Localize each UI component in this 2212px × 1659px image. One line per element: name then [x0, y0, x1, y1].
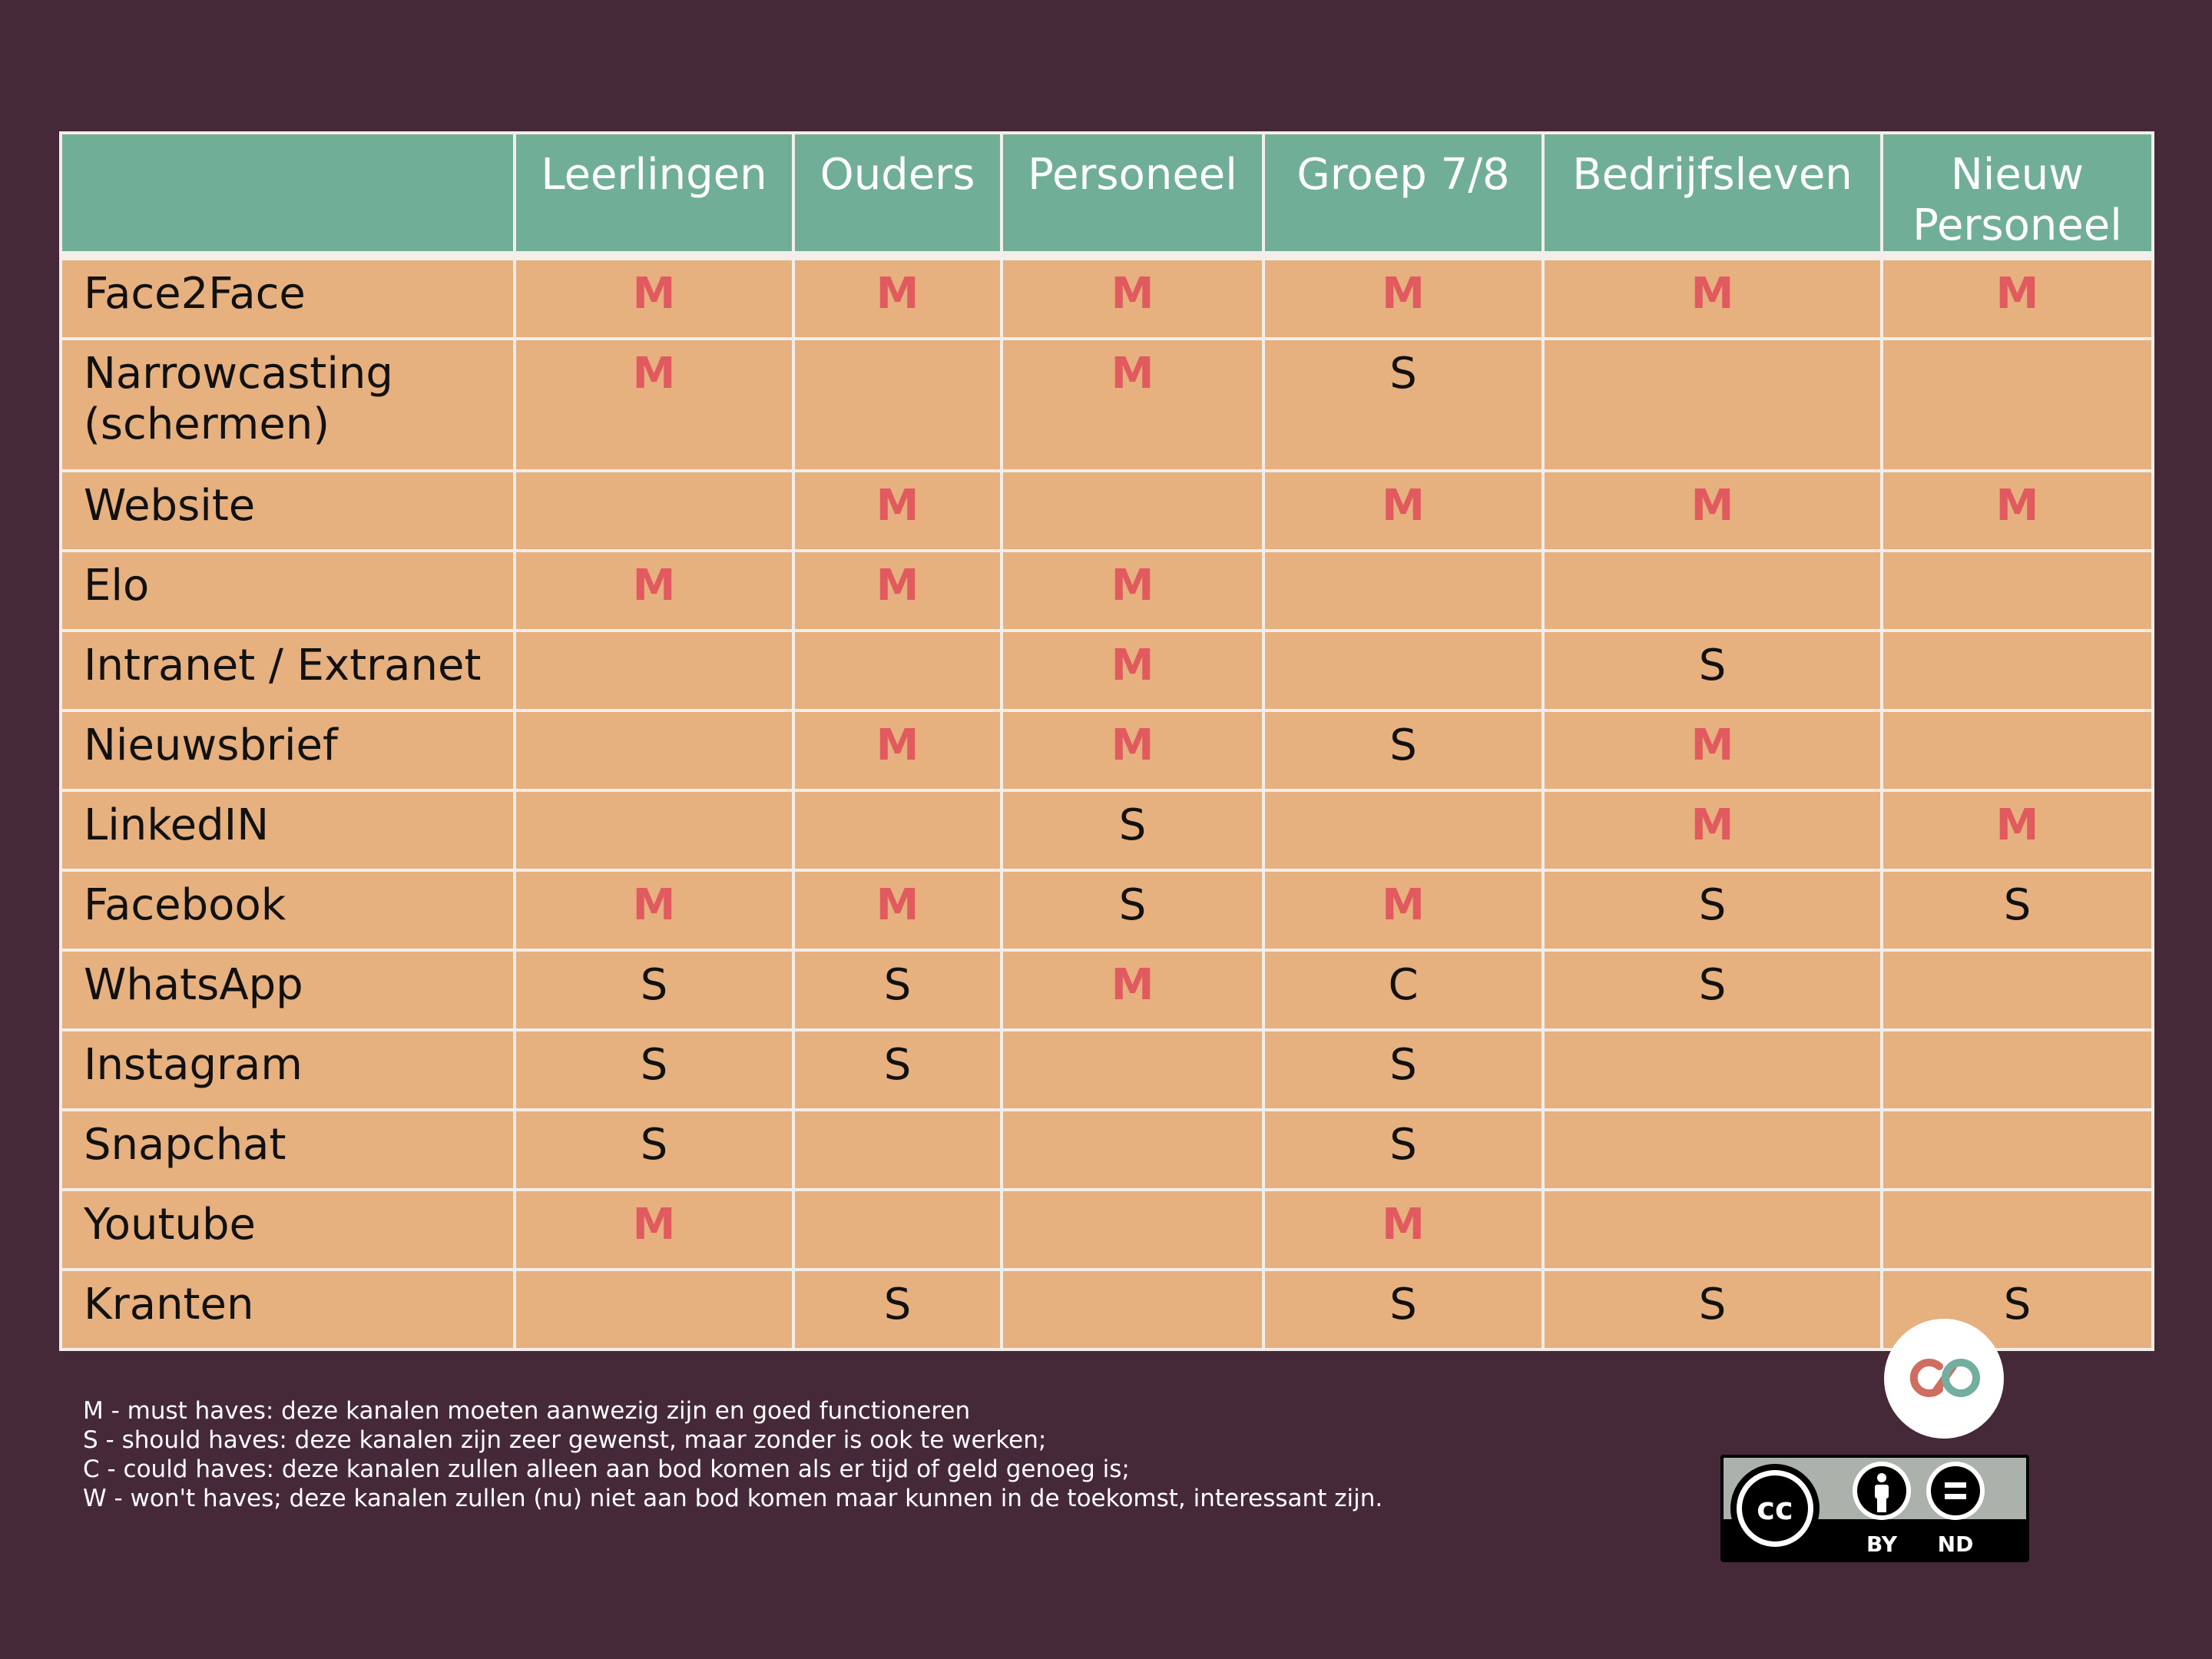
priority-cell — [1882, 339, 2153, 471]
priority-cell — [1882, 551, 2153, 631]
priority-cell: M — [1263, 256, 1543, 339]
legend — [83, 1396, 1382, 1513]
channel-label: Kranten — [61, 1270, 515, 1349]
priority-cell: M — [1543, 710, 1882, 790]
column-header: Ouders — [793, 133, 1002, 256]
priority-cell: S — [793, 1270, 1002, 1349]
moscow-channel-table — [59, 131, 2154, 1351]
priority-cell: M — [1002, 950, 1263, 1030]
legend-line-should: S - should haves: deze kanalen zijn zeer gewenst, maar zonder is ook te werken; — [83, 1426, 1047, 1454]
legend-line-must: M - must haves: deze kanalen moeten aanwezig zijn en goed functioneren — [83, 1397, 971, 1425]
priority-cell — [515, 471, 793, 551]
priority-cell: M — [1002, 339, 1263, 471]
priority-cell: S — [515, 1110, 793, 1190]
priority-cell — [1002, 1110, 1263, 1190]
nd-label: ND — [1937, 1532, 1974, 1557]
priority-cell: S — [793, 950, 1002, 1030]
table-row — [61, 339, 2153, 471]
priority-cell — [1882, 631, 2153, 710]
priority-cell: M — [1882, 790, 2153, 870]
legend-line-wont: W - won't haves; deze kanalen zullen (nu) niet aan bod komen maar kunnen in de toekomst, interessant zijn. — [83, 1485, 1383, 1512]
priority-cell: M — [1002, 551, 1263, 631]
co-logo-icon — [1884, 1319, 2004, 1439]
priority-cell: S — [1002, 870, 1263, 950]
legend-line-could: C - could haves: deze kanalen zullen alleen aan bod komen als er tijd of geld genoeg is; — [83, 1455, 1130, 1483]
channel-label: Narrowcasting (schermen) — [61, 339, 515, 471]
priority-cell — [793, 339, 1002, 471]
priority-cell — [1002, 1190, 1263, 1270]
priority-cell — [1543, 551, 1882, 631]
table-row — [61, 551, 2153, 631]
priority-cell — [793, 631, 1002, 710]
priority-cell: S — [1543, 950, 1882, 1030]
priority-cell — [1002, 1270, 1263, 1349]
priority-cell — [1002, 1030, 1263, 1110]
column-header: Personeel — [1002, 133, 1263, 256]
priority-cell: S — [515, 950, 793, 1030]
channel-label: Face2Face — [61, 256, 515, 339]
priority-cell: S — [1263, 1030, 1543, 1110]
priority-cell: M — [1263, 471, 1543, 551]
priority-cell — [515, 1270, 793, 1349]
priority-cell: S — [515, 1030, 793, 1110]
priority-cell — [1882, 710, 2153, 790]
channel-label: Instagram — [61, 1030, 515, 1110]
priority-cell: M — [515, 1190, 793, 1270]
priority-cell: M — [793, 710, 1002, 790]
priority-cell: S — [1543, 631, 1882, 710]
priority-cell: M — [515, 339, 793, 471]
priority-cell — [1263, 631, 1543, 710]
by-label: BY — [1866, 1532, 1898, 1557]
priority-cell: M — [1882, 471, 2153, 551]
priority-cell: S — [1263, 1270, 1543, 1349]
priority-cell — [793, 1110, 1002, 1190]
priority-cell: M — [1882, 256, 2153, 339]
channel-label: LinkedIN — [61, 790, 515, 870]
channel-label: Snapchat — [61, 1110, 515, 1190]
channel-label: Intranet / Extranet — [61, 631, 515, 710]
priority-cell: S — [1543, 870, 1882, 950]
priority-cell: S — [1543, 1270, 1882, 1349]
priority-cell: M — [1263, 1190, 1543, 1270]
priority-cell: M — [1002, 256, 1263, 339]
priority-cell: S — [1882, 1270, 2153, 1349]
priority-cell: S — [1263, 1110, 1543, 1190]
cc-badge-graphic — [1720, 1455, 2029, 1562]
column-header: Bedrijfsleven — [1543, 133, 1882, 256]
table-row — [61, 1110, 2153, 1190]
table-row — [61, 256, 2153, 339]
priority-cell: S — [1882, 870, 2153, 950]
co-logo-graphic — [1884, 1319, 2004, 1439]
priority-cell — [1882, 1030, 2153, 1110]
priority-cell: M — [515, 256, 793, 339]
table-row — [61, 790, 2153, 870]
priority-cell: M — [793, 256, 1002, 339]
priority-cell — [515, 710, 793, 790]
table-header — [61, 133, 2153, 256]
priority-cell: C — [1263, 950, 1543, 1030]
channel-label: WhatsApp — [61, 950, 515, 1030]
table-row — [61, 710, 2153, 790]
priority-cell — [793, 790, 1002, 870]
priority-cell — [1263, 551, 1543, 631]
table-row — [61, 1030, 2153, 1110]
table-row — [61, 631, 2153, 710]
priority-cell: M — [793, 471, 1002, 551]
priority-cell — [1543, 1110, 1882, 1190]
priority-cell — [1543, 339, 1882, 471]
priority-cell — [1543, 1030, 1882, 1110]
priority-cell: M — [793, 870, 1002, 950]
priority-cell: S — [793, 1030, 1002, 1110]
priority-cell — [1263, 790, 1543, 870]
column-header: Leerlingen — [515, 133, 793, 256]
priority-cell: M — [793, 551, 1002, 631]
priority-cell: M — [1543, 256, 1882, 339]
table-row — [61, 870, 2153, 950]
priority-cell: S — [1002, 790, 1263, 870]
priority-cell: M — [1263, 870, 1543, 950]
priority-cell: M — [1002, 710, 1263, 790]
header-corner — [61, 133, 515, 256]
channel-label: Website — [61, 471, 515, 551]
priority-cell — [515, 631, 793, 710]
channel-label: Elo — [61, 551, 515, 631]
priority-cell — [793, 1190, 1002, 1270]
column-header: Nieuw Personeel — [1882, 133, 2153, 256]
cc-license-badge — [1720, 1455, 2029, 1562]
header-row — [61, 133, 2153, 256]
table-row — [61, 1190, 2153, 1270]
priority-cell — [1543, 1190, 1882, 1270]
priority-cell — [1882, 950, 2153, 1030]
priority-cell: M — [1002, 631, 1263, 710]
priority-cell: M — [1543, 471, 1882, 551]
priority-cell — [1002, 471, 1263, 551]
channel-label: Youtube — [61, 1190, 515, 1270]
column-header: Groep 7/8 — [1263, 133, 1543, 256]
channel-label: Nieuwsbrief — [61, 710, 515, 790]
table-row — [61, 950, 2153, 1030]
priority-cell — [1882, 1110, 2153, 1190]
priority-cell: M — [1543, 790, 1882, 870]
priority-cell: S — [1263, 339, 1543, 471]
table-row — [61, 471, 2153, 551]
priority-cell: S — [1263, 710, 1543, 790]
priority-cell: M — [515, 870, 793, 950]
channel-label: Facebook — [61, 870, 515, 950]
priority-cell — [1882, 1190, 2153, 1270]
priority-cell — [515, 790, 793, 870]
table-row — [61, 1270, 2153, 1349]
priority-cell: M — [515, 551, 793, 631]
cc-mark: cc — [1757, 1492, 1793, 1527]
table-body — [61, 256, 2153, 1349]
